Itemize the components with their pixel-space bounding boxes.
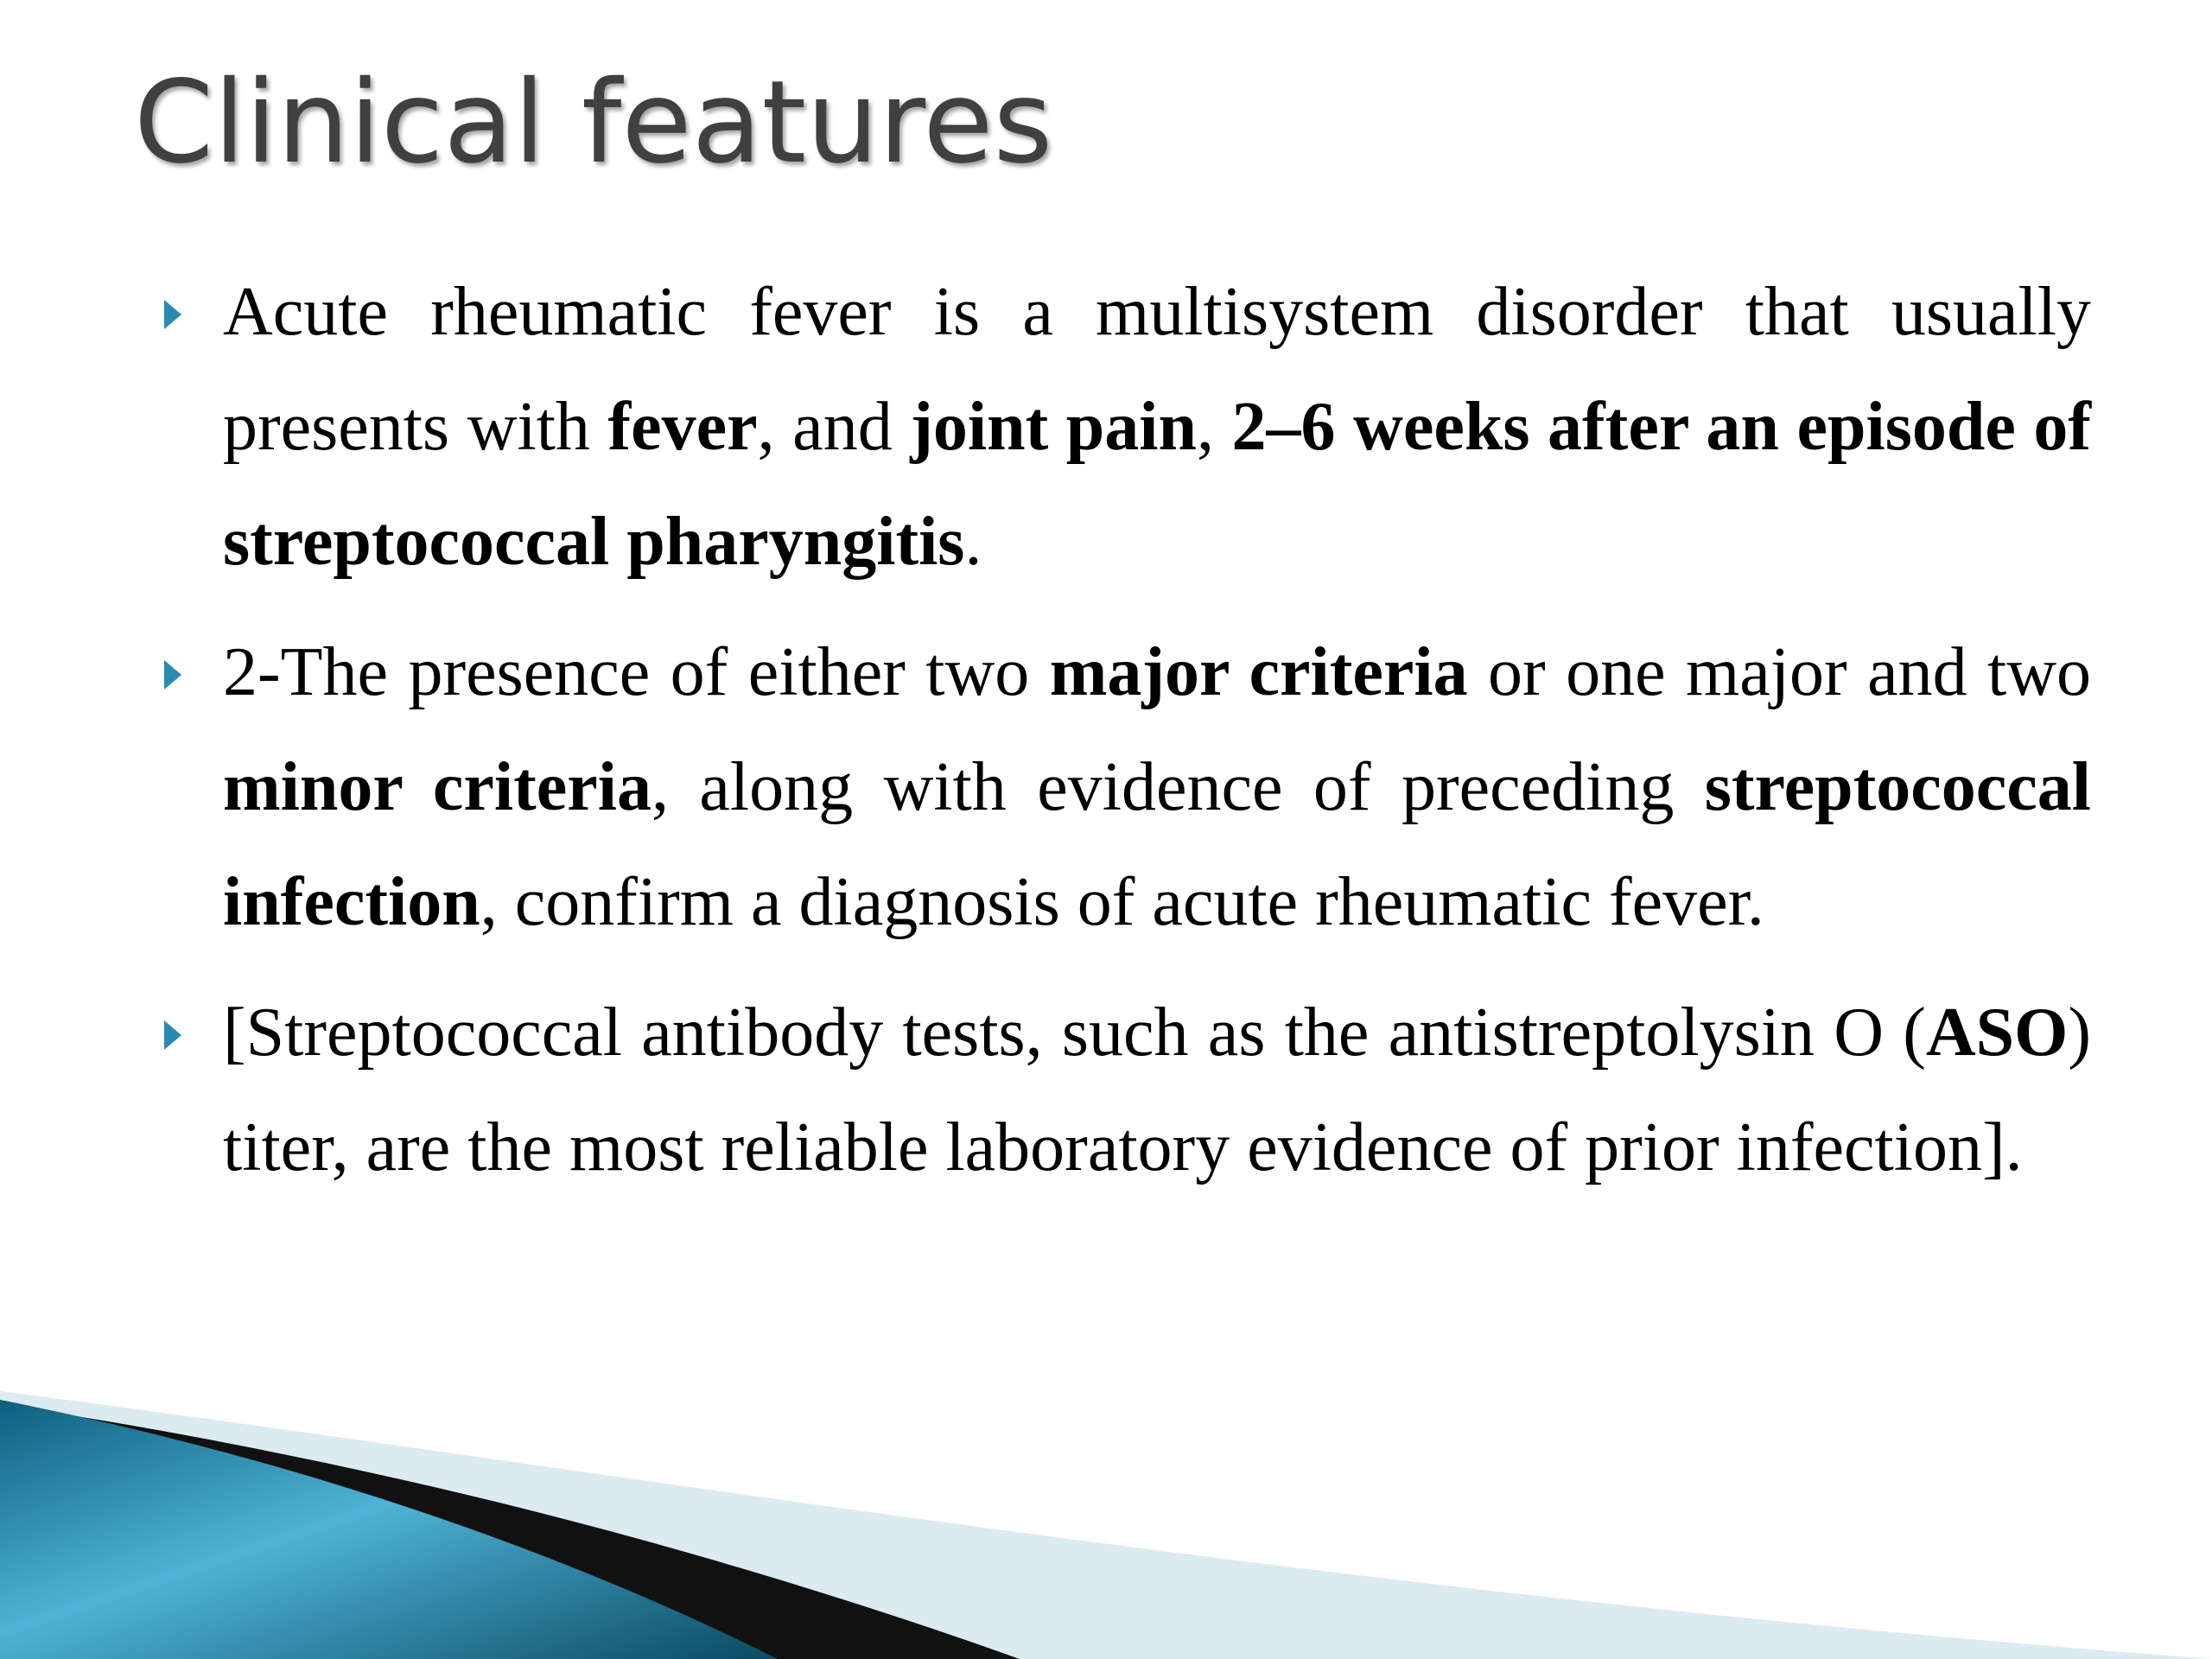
text-segment: , and xyxy=(757,389,911,465)
text-segment: , along with evidence of preceding xyxy=(651,749,1705,825)
slide-title: Clinical features xyxy=(134,56,1053,189)
text-segment: , xyxy=(1197,389,1232,465)
bold-text-segment: minor criteria xyxy=(223,749,652,825)
swoosh-blue xyxy=(0,1400,778,1659)
text-segment: . xyxy=(964,504,982,580)
triangle-right-icon xyxy=(164,300,181,329)
triangle-right-icon xyxy=(164,1020,181,1050)
bold-text-segment: fever xyxy=(607,389,758,465)
bullet-item xyxy=(164,255,2091,600)
swoosh-light xyxy=(0,1391,2212,1659)
bold-text-segment: major criteria xyxy=(1049,634,1468,710)
text-segment: ) titer, are the most reliable laboratory evidence of prior infection]. xyxy=(223,995,2091,1185)
text-segment: , confirm a diagnosis of acute rheumatic fever. xyxy=(480,864,1764,940)
bullet-item xyxy=(164,615,2091,960)
text-segment: or one major and two xyxy=(1467,634,2091,710)
triangle-right-icon xyxy=(164,660,181,690)
text-segment: 2-The presence of either two xyxy=(223,634,1050,710)
bullet-item xyxy=(164,976,2091,1205)
text-segment: [Streptococcal antibody tests, such as the antistreptolysin O ( xyxy=(223,995,1926,1071)
bold-text-segment: 2–6 weeks after an episode of streptococcal pharyngitis xyxy=(223,389,2092,580)
bullet-list xyxy=(164,255,2091,1221)
bold-text-segment: joint pain xyxy=(910,389,1197,465)
bold-text-segment: streptococcal infection xyxy=(223,749,2092,940)
bold-text-segment: ASO xyxy=(1925,995,2069,1071)
swoosh-dark xyxy=(0,1404,1020,1659)
text-segment: Acute rheumatic fever is a multisystem disorder that usually presents with xyxy=(223,274,2091,465)
